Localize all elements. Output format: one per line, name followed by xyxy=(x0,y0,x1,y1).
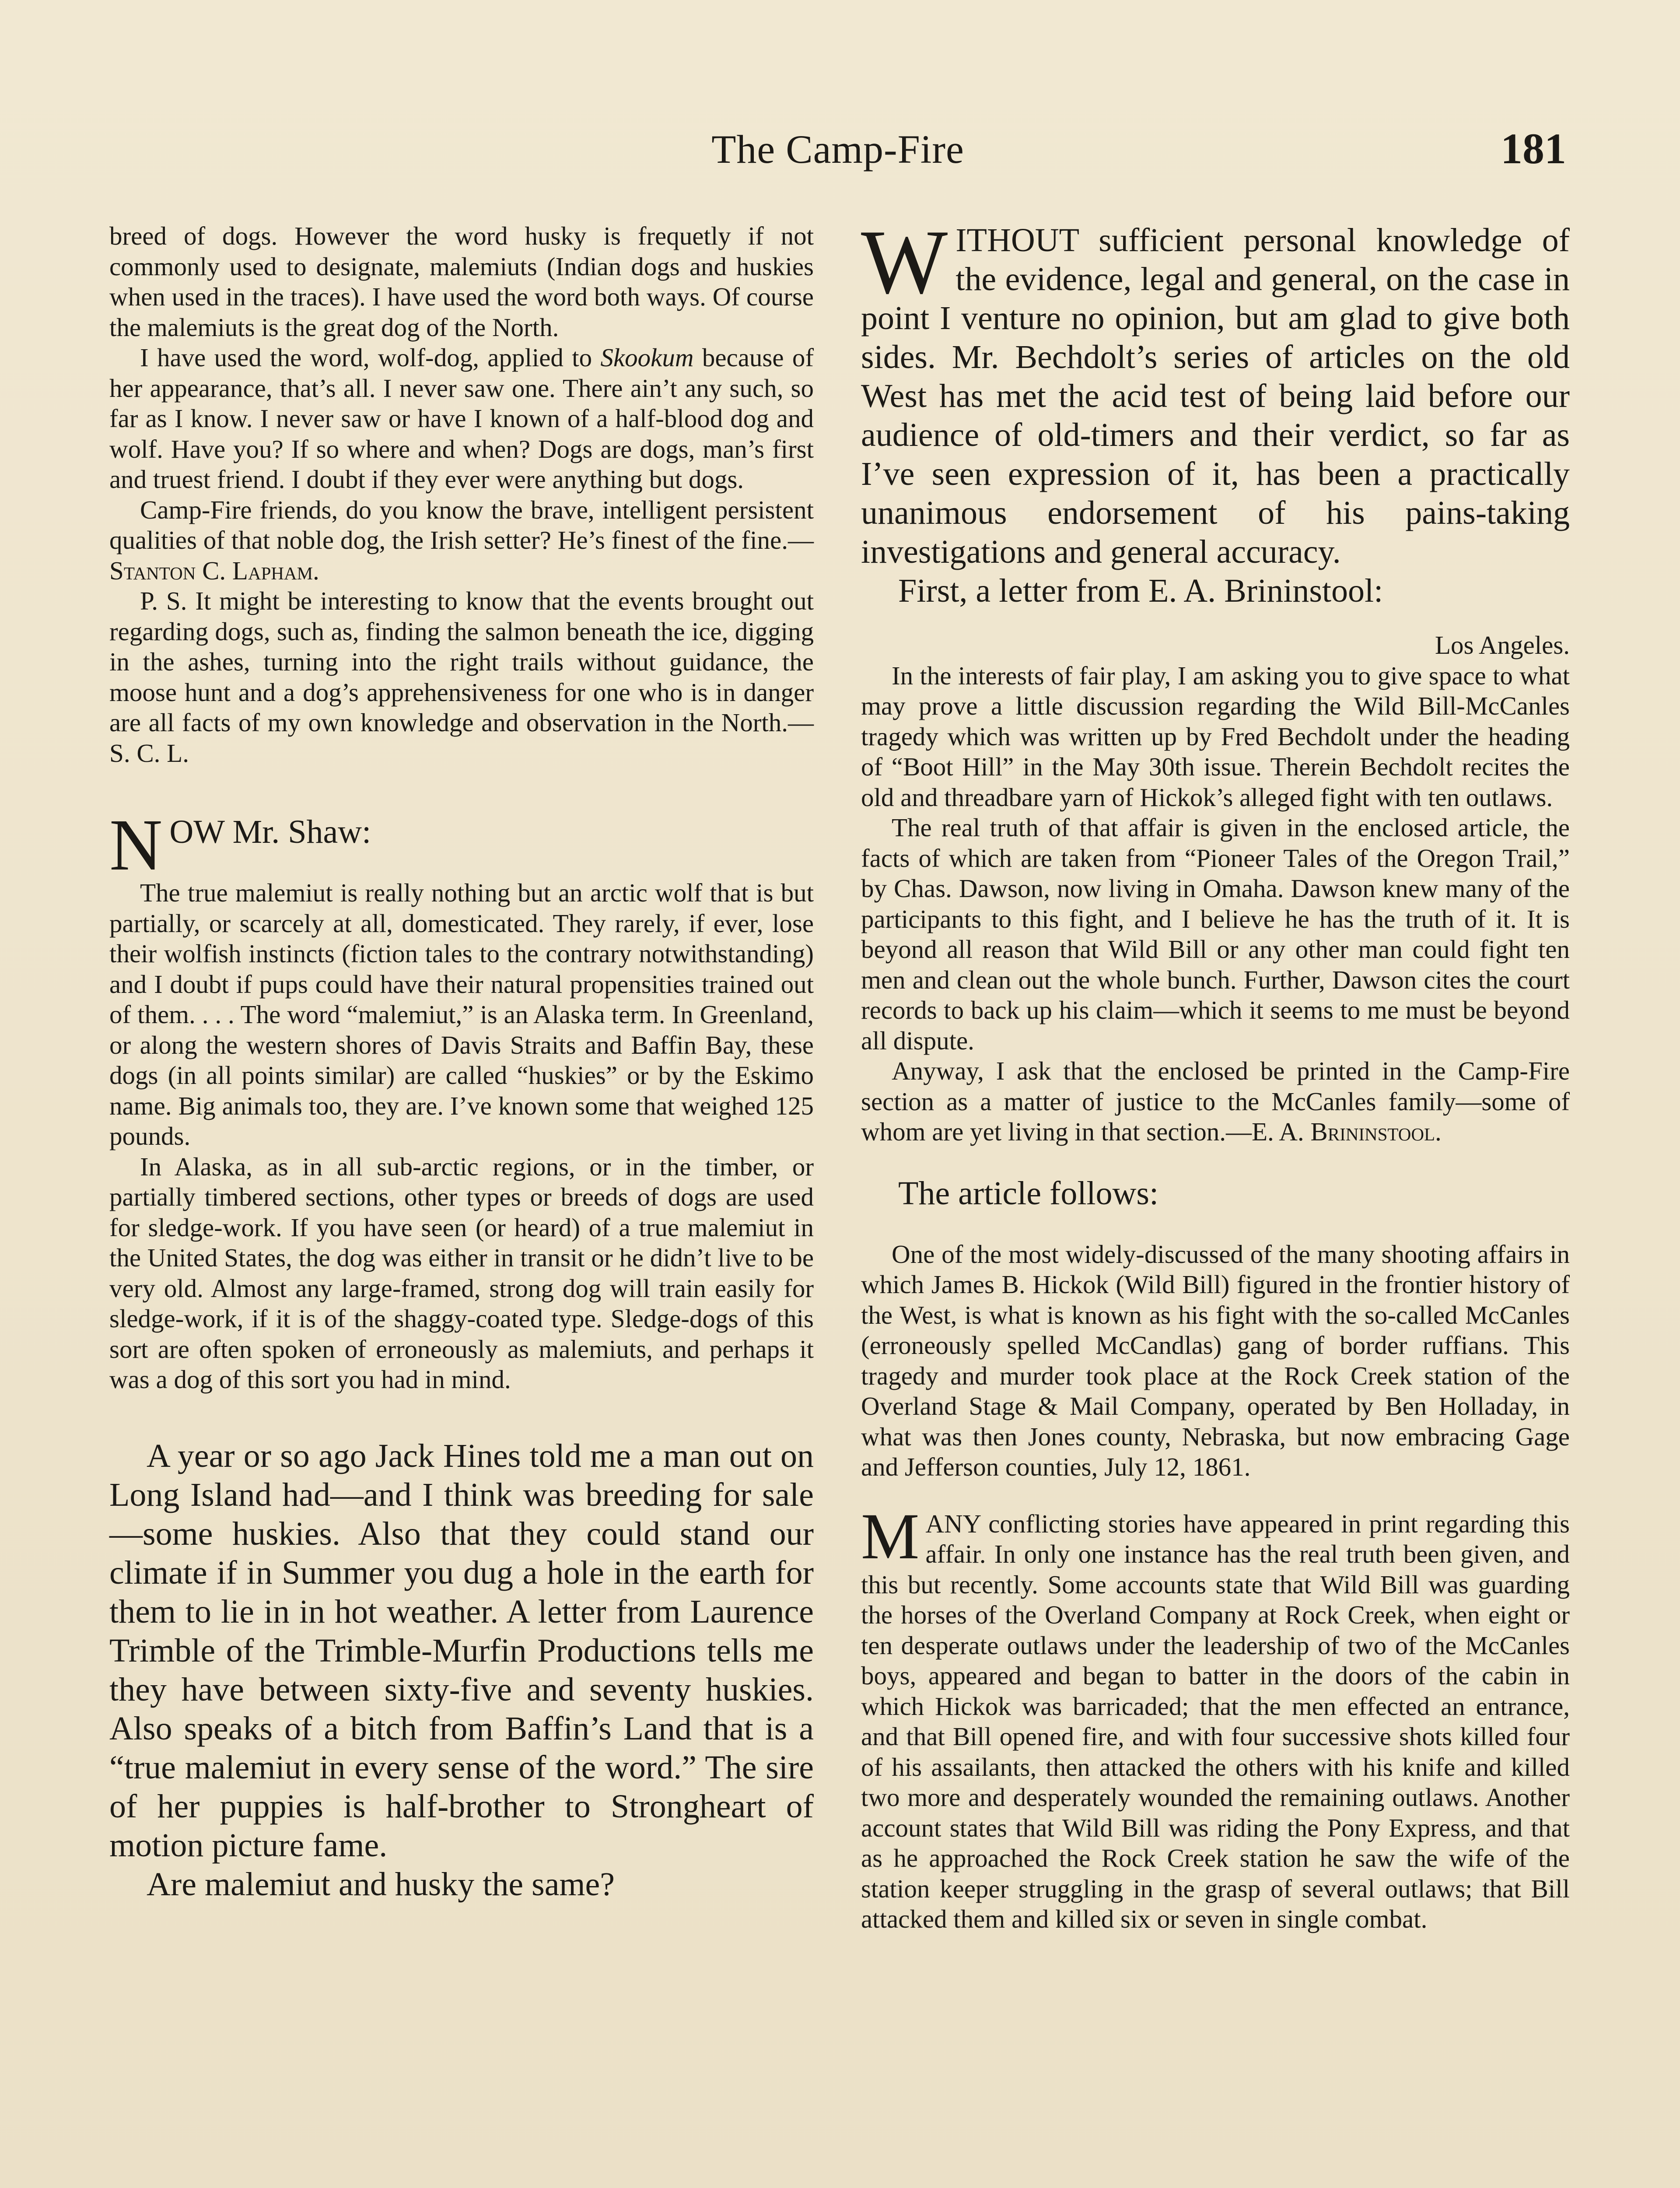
paragraph: MANY conflicting stories have appeared in print regarding this affair. In only one instance has the real truth been given, and this but recently. Some accounts state that Wild Bill was guarding the horses of the Overland Company at Rock Creek, when eight or ten desperate outlaws under the leadership of two of the McCanles boys, appeared and began to batter in the doors of the cabin in which Hickok was barricaded; that the men effected an entrance, and that Bill opened fire, and with four successive shots killed four of his assailants, then attacked the others with his knife and killed two more and desperately wounded the remaining outlaws. Another account states that Wild Bill was riding the Pony Express, and that as he approached the Rock Creek station he saw the wife of the station keeper struggling in the grasp of several outlaws; that Bill attacked them and killed six or seven in single combat. xyxy=(861,1500,1570,1933)
paragraph: First, a letter from E. A. Brininstool: xyxy=(898,572,1383,609)
paragraph: Camp-Fire friends, do you know the brave, intelligent persistent qualities of that noble dog, the Irish setter? He’s finest of the fine.—Stanton C. Lapham. xyxy=(109,495,814,585)
editor-note xyxy=(109,1437,814,1904)
paragraph: Anyway, I ask that the enclosed be printed in the Camp-Fire section as a matter of justice to the McCanles family—some of whom are yet living in that section.—E. A. Brininstool. xyxy=(861,1056,1570,1146)
quoted-letter xyxy=(109,878,814,1395)
left-column xyxy=(109,221,814,2188)
paragraph: breed of dogs. However the word husky is frequetly if not commonly used to designate, malemiuts (Indian dogs and huskies when used in the traces). I have used the word both ways. Of course the malemiuts is the great dog of the North. xyxy=(109,221,814,342)
paragraph: WITHOUT sufficient personal knowledge of the evidence, legal and general, on the case in point I venture no opinion, but am glad to give both sides. Mr. Bechdolt’s series of articles on the old West has met the acid test of being laid before our audience of old-timers and their verdict, so far as I’ve seen expression of it, has been a practically unanimous endorsement of his pains-taking investigations and general accuracy. xyxy=(861,211,1570,570)
drop-cap: W xyxy=(861,211,948,313)
signature: E. A. Brininstool. xyxy=(1252,1117,1442,1146)
right-column xyxy=(861,211,1570,2188)
paragraph: Are malemiut and husky the same? xyxy=(147,1865,615,1903)
article-body xyxy=(861,1239,1570,1935)
drop-cap: M xyxy=(861,1500,920,1573)
signature: Stanton C. Lapham. xyxy=(109,556,319,585)
paragraph: The real truth of that affair is given in the enclosed article, the facts of which are taken from “Pioneer Tales of the Oregon Trail,” by Chas. Dawson, now living in Omaha. Dawson knew many of the participants to this fight, and I believe he has the truth of it. It is beyond all reason that Wild Bill or any other man could fight ten men and clean out the whole bunch. Further, Dawson cites the court records to back up his claim—which it seems to me must be beyond all dispute. xyxy=(861,813,1570,1055)
paragraph: A year or so ago Jack Hines told me a man out on Long Island had—and I think was breeding for sale—some huskies. Also that they could stand our climate if in Summer you dug a hole in the earth for them to lie in in hot weather. A letter from Laurence Trimble of the Trimble-Murfin Productions tells me they have between sixty-five and seventy huskies. Also speaks of a bitch from Baffin’s Land that is a “true malemiut in every sense of the word.” The sire of her puppies is half-brother to Strongheart of motion picture fame. xyxy=(109,1437,814,1864)
drop-cap: N xyxy=(109,804,163,886)
paragraph: In the interests of fair play, I am asking you to give space to what may prove a little discussion regarding the Wild Bill-McCanles tragedy which was written up by Fred Bechdolt under the heading of “Boot Hill” in the May 30th issue. Therein Bechdolt recites the old and threadbare yarn of Hickok’s alleged fight with ten outlaws. xyxy=(861,661,1570,812)
running-title: The Camp-Fire xyxy=(711,127,964,172)
page-header xyxy=(109,123,1566,185)
paragraph: One of the most widely-discussed of the many shooting affairs in which James B. Hickok (Wild Bill) figured in the frontier history of the West, is what is known as his fight with the so-called McCanles (erroneously spelled McCandlas) gang of border ruffians. This tragedy and murder took place at the Rock Creek station of the Overland Stage & Mail Company, operated by Ben Holladay, in what was then Jones county, Nebraska, but now embracing Gage and Jefferson counties, July 12, 1861. xyxy=(861,1239,1570,1481)
brininstool-letter xyxy=(861,630,1570,1147)
paragraph: In Alaska, as in all sub-arctic regions, or in the timber, or partially timbered sections, other types or breeds of dogs are used for sledge-work. If you have seen (or heard) of a true malemiut in the United States, the dog was either in transit or he didn’t live to be very old. Almost any large-framed, strong dog will train easily for sledge-work, if it is of the shaggy-coated type. Sledge-dogs of this sort are often spoken of erroneously as malemiuts, and perhaps it was a dog of this sort you had in mind. xyxy=(109,1152,814,1394)
editor-intro xyxy=(861,211,1570,610)
paragraph: The true malemiut is really nothing but an arctic wolf that is but partially, or scarcely at all, domesticated. They rarely, if ever, lose their wolfish instincts (fiction tales to the contrary notwithstanding) and I doubt if pups could have their natural propensities trained out of them. . . . The word “malemiut,” is an Alaska term. In Greenland, or along the western shores of Davis Straits and Baffin Bay, these dogs (in all points similar) are called “huskies” or by the Eskimo name. Big animals too, they are. I’ve known some that weighed 125 pounds. xyxy=(109,878,814,1150)
paragraph: P. S. It might be interesting to know that the events brought out regarding dogs, such as, finding the salmon beneath the ice, digging in the ashes, turning into the right trails without guidance, the moose hunt and a dog’s apprehensiveness for one who is in danger are all facts of my own knowledge and observation in the North.—S. C. L. xyxy=(109,586,814,768)
section-heading: The article follows: xyxy=(898,1175,1159,1212)
dateline: Los Angeles. xyxy=(1435,631,1570,659)
paragraph: I have used the word, wolf-dog, applied to Skookum because of her appearance, that’s all. I never saw one. There ain’t any such, so far as I know. I never saw or have I known of a half-blood dog and wolf. Have you? If so where and when? Dogs are dogs, man’s first and truest friend. I doubt if they ever were anything but dogs. xyxy=(109,343,814,494)
letter-continuation xyxy=(109,221,814,768)
page-number: 181 xyxy=(1501,124,1566,173)
section-heading: NOW Mr. Shaw: xyxy=(109,804,371,886)
